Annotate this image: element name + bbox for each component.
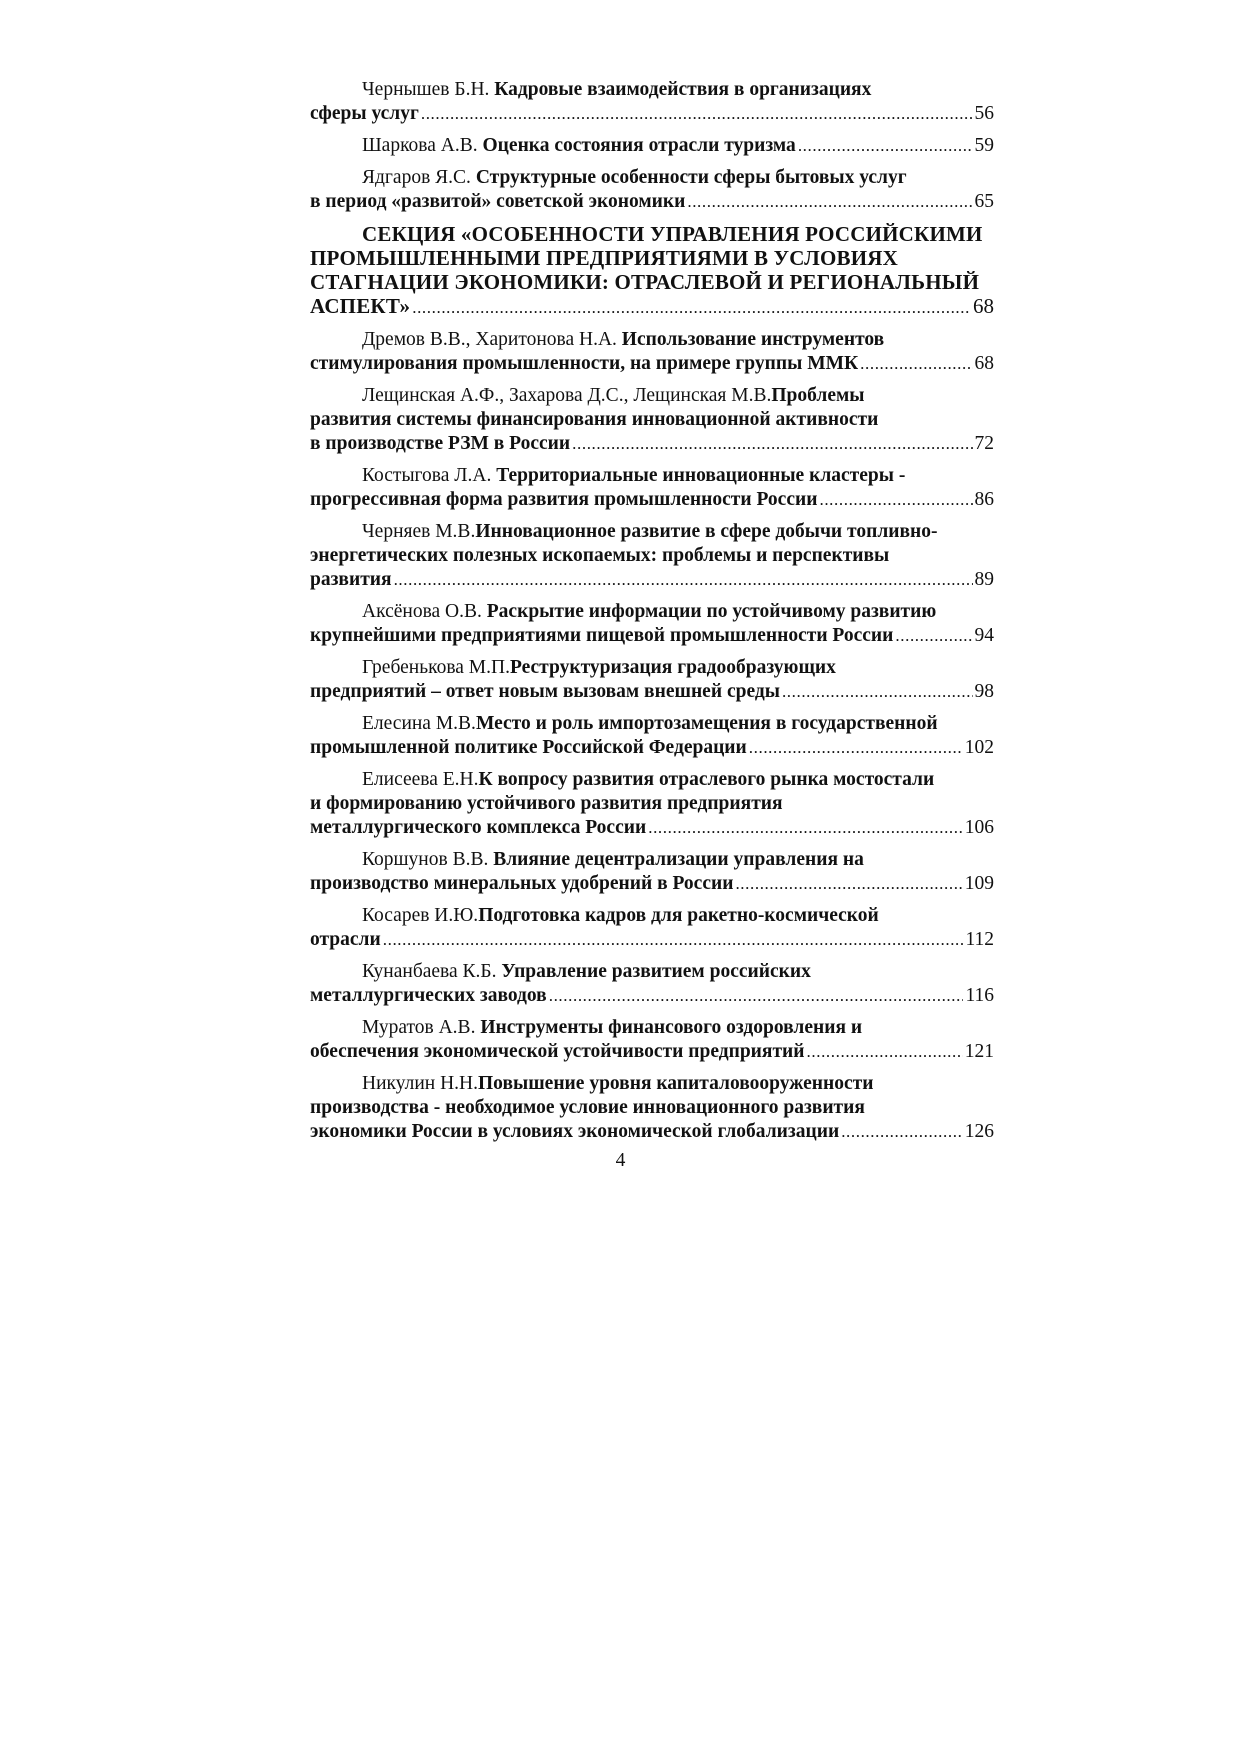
- toc-entry-title: промышленной политике Российской Федерации: [310, 737, 747, 758]
- toc-entry-author: Аксёнова О.В.: [362, 601, 487, 622]
- dot-leader: [394, 568, 973, 592]
- toc-entry-author: Гребенькова М.П.: [362, 657, 510, 678]
- dot-leader: [841, 1120, 963, 1144]
- toc-entry[interactable]: [310, 166, 994, 214]
- toc-entry-title: Подготовка кадров для ракетно-космической: [478, 905, 879, 926]
- toc-entry[interactable]: [310, 712, 994, 760]
- toc-entry-title: и формированию устойчивого развития предприятия: [310, 793, 783, 814]
- toc-entry-title: крупнейшими предприятиями пищевой промышленности России: [310, 625, 894, 646]
- toc-page-number: 121: [964, 1041, 994, 1062]
- toc-page-number: 86: [974, 489, 994, 510]
- toc-entry-line: [310, 102, 994, 126]
- toc-entry[interactable]: [310, 520, 994, 592]
- dot-leader: [412, 296, 971, 320]
- toc-entry-title: металлургических заводов: [310, 985, 547, 1006]
- toc-page-number: 68: [973, 294, 994, 318]
- toc-entry[interactable]: [310, 904, 994, 952]
- toc-entry-text: [310, 736, 747, 760]
- dot-leader: [735, 872, 962, 896]
- toc-entry-title: Влияние децентрализации управления на: [493, 849, 864, 870]
- toc-entry-line: [310, 352, 994, 376]
- toc-entry-text: [310, 1040, 805, 1064]
- toc-entry-author: Елисеева Е.Н.: [362, 769, 479, 790]
- toc-entry-title: АСПЕКТ»: [310, 294, 411, 318]
- toc-entry-title: производство минеральных удобрений в России: [310, 873, 734, 894]
- toc-entry-text: [362, 134, 796, 158]
- toc-entry-author: Елесина М.В.: [362, 713, 476, 734]
- toc-entry-line: [310, 1040, 994, 1064]
- toc-page-number: 56: [974, 103, 994, 124]
- toc-entry-title: ПРОМЫШЛЕННЫМИ ПРЕДПРИЯТИЯМИ В УСЛОВИЯХ: [310, 246, 898, 270]
- toc-entry-line: [310, 166, 994, 190]
- dot-leader: [549, 984, 964, 1008]
- toc-entry-line: [310, 1096, 994, 1120]
- toc-page-number: 72: [974, 433, 994, 454]
- toc-entry[interactable]: [310, 134, 994, 158]
- dot-leader: [383, 928, 964, 952]
- toc-entry-text: [310, 102, 419, 126]
- toc-entry-line: [310, 656, 994, 680]
- toc-entry-line: [310, 222, 994, 246]
- toc-entry-line: [310, 1120, 994, 1144]
- toc-entry[interactable]: [310, 78, 994, 126]
- toc-entry-author: Костыгова Л.А.: [362, 465, 497, 486]
- toc-entry-author: Косарев И.Ю.: [362, 905, 479, 926]
- toc-entry-title: развития: [310, 569, 392, 590]
- toc-page-number: 126: [964, 1121, 994, 1142]
- toc-entry-author: Ядгаров Я.С.: [362, 167, 476, 188]
- toc-entry-title: развития системы финансирования инновационной активности: [310, 409, 879, 430]
- toc-entry-title: прогрессивная форма развития промышленности России: [310, 489, 818, 510]
- toc-entry[interactable]: [310, 656, 994, 704]
- toc-entry-text: [310, 352, 858, 376]
- toc-entry[interactable]: [310, 1016, 994, 1064]
- toc-entry-line: [310, 464, 994, 488]
- toc-page-number: 102: [964, 737, 994, 758]
- toc-entry-title: сферы услуг: [310, 103, 419, 124]
- dot-leader: [798, 134, 973, 158]
- toc-entry-author: Муратов А.В.: [362, 1017, 481, 1038]
- toc-entry-title: обеспечения экономической устойчивости предприятий: [310, 1041, 805, 1062]
- toc-entry-line: [310, 872, 994, 896]
- toc-entry-title: Инновационное развитие в сфере добычи топливно-: [475, 521, 938, 542]
- toc-page-number: 94: [974, 625, 994, 646]
- toc-entry-line: [310, 246, 994, 270]
- toc-entry[interactable]: [310, 1072, 994, 1144]
- toc-entry-line: [310, 984, 994, 1008]
- dot-leader: [421, 102, 973, 126]
- toc-entry-line: [310, 768, 994, 792]
- toc-entry-author: Никулин Н.Н.: [362, 1073, 479, 1094]
- toc-entry[interactable]: [310, 768, 994, 840]
- toc-entry-line: [310, 384, 994, 408]
- toc-entry-line: [310, 960, 994, 984]
- toc-entry-title: Кадровые взаимодействия в организациях: [494, 79, 872, 100]
- toc-entry[interactable]: [310, 328, 994, 376]
- dot-leader: [819, 488, 972, 512]
- toc-entry[interactable]: [310, 600, 994, 648]
- toc-entry-title: металлургического комплекса России: [310, 817, 647, 838]
- toc-entry-title: Структурные особенности сферы бытовых услуг: [475, 167, 907, 188]
- toc-entry-line: [310, 600, 994, 624]
- toc-entry-line: [310, 904, 994, 928]
- toc-entry-author: Черняев М.В.: [362, 521, 476, 542]
- toc-page-number: 89: [974, 569, 994, 590]
- toc-entry-text: [310, 816, 646, 840]
- toc-entry-title: Использование инструментов: [621, 329, 885, 350]
- toc-entry-title: СЕКЦИЯ «ОСОБЕННОСТИ УПРАВЛЕНИЯ РОССИЙСКИМИ: [362, 222, 983, 246]
- toc-entry-title: в производстве РЗМ в России: [310, 433, 571, 454]
- toc-entry-line: [310, 712, 994, 736]
- toc-entry[interactable]: [310, 960, 994, 1008]
- toc-entry-line: [310, 328, 994, 352]
- toc-entry-author: Чернышев Б.Н.: [362, 79, 495, 100]
- toc-entry-title: Территориальные инновационные кластеры -: [496, 465, 906, 486]
- toc-entry-line: [310, 544, 994, 568]
- toc-entry-line: [310, 792, 994, 816]
- toc-entry-author: Дремов В.В., Харитонова Н.А.: [362, 329, 622, 350]
- page-number: 4: [615, 1150, 626, 1171]
- toc-entry-line: [310, 432, 994, 456]
- toc-section-heading[interactable]: [310, 222, 994, 320]
- toc-entry-line: [310, 270, 994, 294]
- toc-entry-author: Кунанбаева К.Б.: [362, 961, 502, 982]
- toc-entry-title: СТАГНАЦИИ ЭКОНОМИКИ: ОТРАСЛЕВОЙ И РЕГИОНАЛЬНЫЙ: [310, 270, 980, 294]
- dot-leader: [687, 190, 972, 214]
- toc-page-number: 65: [974, 191, 994, 212]
- toc-page-number: 68: [974, 353, 994, 374]
- toc-entry-line: [310, 78, 994, 102]
- toc-entry-line: [310, 680, 994, 704]
- toc-entry-title: Раскрытие информации по устойчивому развитию: [486, 601, 937, 622]
- toc-entry-line: [310, 190, 994, 214]
- toc-entry-text: [310, 294, 410, 318]
- toc-entry-text: [310, 432, 570, 456]
- toc-page-number: 98: [974, 681, 994, 702]
- toc-entry-title: предприятий – ответ новым вызовам внешней среды: [310, 681, 780, 702]
- toc-entry-author: Шаркова А.В.: [362, 135, 483, 156]
- dot-leader: [572, 432, 972, 456]
- toc-page-number: 109: [964, 873, 994, 894]
- toc-entry-text: [310, 680, 780, 704]
- toc-entry-text: [310, 488, 817, 512]
- toc-entry-title: производства - необходимое условие инновационного развития: [310, 1097, 865, 1118]
- toc-entry-line: [310, 1072, 994, 1096]
- toc-entry-title: Оценка состояния отрасли туризма: [482, 135, 796, 156]
- toc-entry-line: [310, 134, 994, 158]
- dot-leader: [749, 736, 963, 760]
- toc-entry-line: [310, 568, 994, 592]
- toc-entry-title: Реструктуризация градообразующих: [509, 657, 836, 678]
- toc-entry-author: Коршунов В.В.: [362, 849, 494, 870]
- toc-entry[interactable]: [310, 384, 994, 456]
- dot-leader: [860, 352, 972, 376]
- toc-entry-line: [310, 848, 994, 872]
- toc-page-number: 59: [974, 135, 994, 156]
- toc-page-number: 112: [965, 929, 994, 950]
- toc-entry[interactable]: [310, 464, 994, 512]
- toc-entry-line: [310, 736, 994, 760]
- toc-entry-line: [310, 928, 994, 952]
- dot-leader: [807, 1040, 963, 1064]
- dot-leader: [895, 624, 972, 648]
- toc-entry-line: [310, 520, 994, 544]
- toc-entry[interactable]: [310, 848, 994, 896]
- toc-entry-text: [310, 568, 392, 592]
- toc-page-number: 116: [965, 985, 994, 1006]
- toc-entry-line: [310, 294, 994, 320]
- toc-entry-title: К вопросу развития отраслевого рынка мостостали: [478, 769, 935, 790]
- toc-entry-text: [310, 190, 685, 214]
- toc-entry-text: [310, 1120, 839, 1144]
- toc-entry-line: [310, 1016, 994, 1040]
- toc-entry-title: экономики России в условиях экономической глобализации: [310, 1121, 840, 1142]
- toc-entry-text: [310, 624, 893, 648]
- toc-entry-title: Инструменты финансового оздоровления и: [480, 1017, 863, 1038]
- toc-entry-title: Место и роль импортозамещения в государственной: [475, 713, 938, 734]
- toc-entry-line: [310, 408, 994, 432]
- table-of-contents: [310, 78, 994, 1152]
- toc-page-number: 106: [964, 817, 994, 838]
- toc-entry-title: Повышение уровня капиталовооруженности: [478, 1073, 874, 1094]
- toc-entry-title: стимулирования промышленности, на примере группы ММК: [310, 353, 859, 374]
- toc-entry-title: Проблемы: [771, 385, 865, 406]
- toc-entry-line: [310, 816, 994, 840]
- dot-leader: [648, 816, 963, 840]
- toc-entry-title: в период «развитой» советской экономики: [310, 191, 686, 212]
- toc-entry-line: [310, 624, 994, 648]
- toc-entry-author: Лещинская А.Ф., Захарова Д.С., Лещинская М.В.: [362, 385, 772, 406]
- toc-entry-line: [310, 488, 994, 512]
- toc-entry-title: отрасли: [310, 929, 381, 950]
- toc-entry-text: [310, 984, 547, 1008]
- toc-entry-title: Управление развитием российских: [501, 961, 811, 982]
- toc-entry-text: [310, 928, 381, 952]
- dot-leader: [782, 680, 973, 704]
- toc-entry-title: энергетических полезных ископаемых: проблемы и перспективы: [310, 545, 890, 566]
- toc-entry-text: [310, 872, 733, 896]
